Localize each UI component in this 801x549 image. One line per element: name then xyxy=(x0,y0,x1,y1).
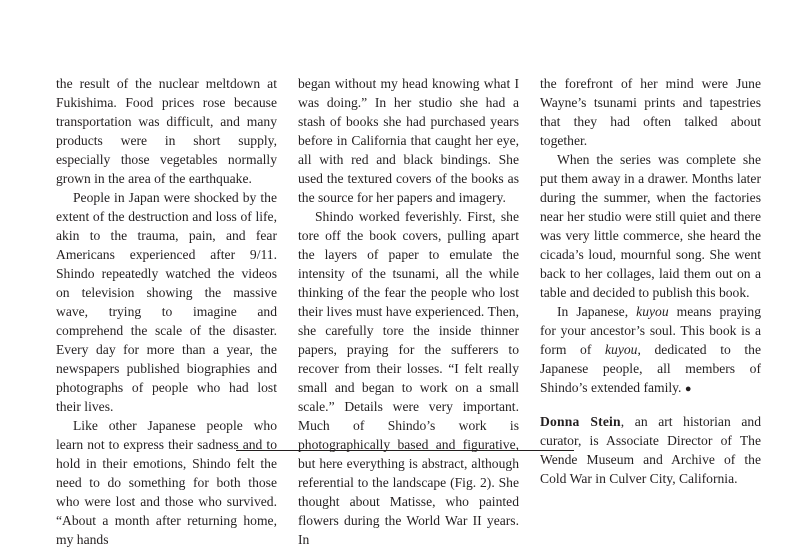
paragraph: Like other Japanese people who learn not to express their sadness and to hold in their emotions, Shindo felt the need to do something for both those who were lost and those who survived. “About a month after returning home, my hands xyxy=(56,418,277,547)
paragraph: the result of the nuclear meltdown at Fukishima. Food prices rose because transportation was difficult, and many products were in short supply, especially those vegetables normally grown in the area of the earthquake. xyxy=(56,76,277,186)
column-3 xyxy=(540,74,761,488)
author-bio-text: , an art historian and curator, is Associate Director of The Wende Museum and Archive of the Cold War in Culver City, California. xyxy=(540,414,761,486)
text-run: In Japanese, xyxy=(557,304,637,319)
kuyou-term: kuyou xyxy=(636,304,669,319)
kuyou-paragraph xyxy=(540,302,761,399)
column-2 xyxy=(298,74,519,549)
paragraph: People in Japan were shocked by the extent of the destruction and loss of life, akin to the trauma, pain, and fear Americans experienced after 9/11. Shindo repeatedly watched the videos on television showing the massive wave, trying to imagine and comprehend the scale of the disaster. Every day for more than a year, the newspapers published biographies and photographs of people who had lost their lives. xyxy=(56,190,277,414)
text-run: , dedicated to the Japanese people, all members of Shindo’s extended family. xyxy=(540,342,761,395)
paragraph: Shindo worked feverishly. First, she tore off the book covers, pulling apart the layers of paper to emulate the intensity of the tsunami, all the while thinking of the fear the people who lost their lives must have experienced. Then, she carefully tore the inside thinner papers, praying for the sufferers to recover from their losses. “I felt really small and began to work on a small scale.” Details were very important. Much of Shindo’s work is photographically based and figurative, but here everything is abstract, although referential to the landscape (Fig. 2). She thought about Matisse, who painted flowers during the World War II years. In xyxy=(298,209,519,547)
paragraph: the forefront of her mind were June Wayne’s tsunami prints and tapestries that they had often talked about together. xyxy=(540,76,761,148)
column-1 xyxy=(56,74,277,549)
paragraph: When the series was complete she put them away in a drawer. Months later during the summer, when the factories near her studio were still quiet and there was very little commerce, she heard the cicada’s loud, mournful song. She went back to her collages, laid them out on a table and decided to publish this book. xyxy=(540,152,761,300)
end-mark-icon: ● xyxy=(684,383,692,395)
paragraph: began without my head knowing what I was doing.” In her studio she had a stash of books she had purchased years before in California that caught her eye, all with red and black bindings. She used the textured covers of the books as the source for her papers and imagery. xyxy=(298,76,519,205)
author-name: Donna Stein xyxy=(540,414,621,429)
text-run: means praying for your ancestor’s soul. This book is a form of xyxy=(540,304,761,357)
kuyou-term: kuyou xyxy=(605,342,638,357)
footer-rule xyxy=(236,450,574,451)
